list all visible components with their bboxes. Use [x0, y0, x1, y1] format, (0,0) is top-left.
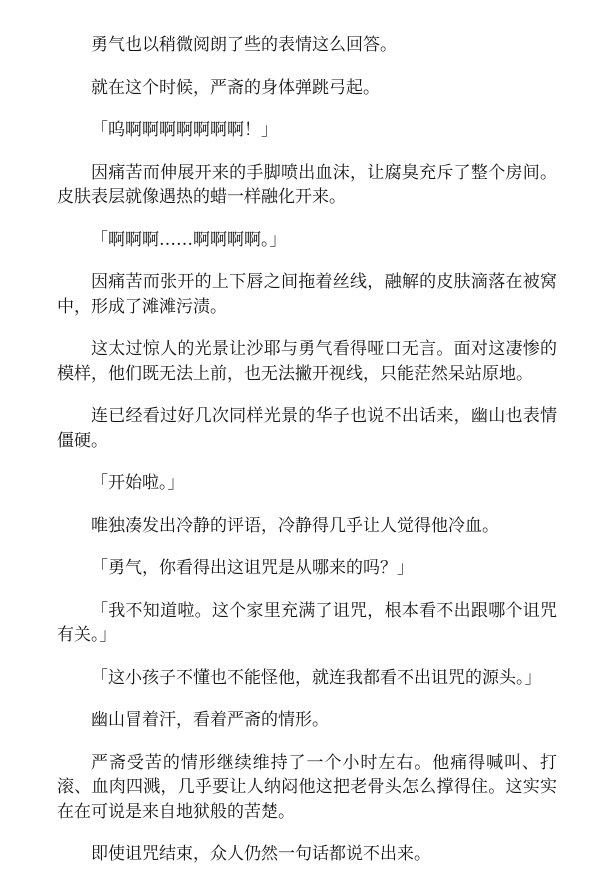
dialogue-paragraph: 「啊啊啊……啊啊啊啊。」 — [91, 229, 287, 250]
paragraph: 唯独凑发出冷静的评语，冷静得几乎让人觉得他冷血。 — [91, 515, 499, 536]
paragraph: 就在这个时候，严斋的身体弹跳弓起。 — [91, 77, 380, 98]
paragraph: 严斋受苦的情形继续维持了一个小时左右。他痛得喊叫、打滚、血肉四溅，几乎要让人纳闷他这把老骨头怎么撑得住。这实实在在可说是来自地狱般的苦楚。 — [57, 752, 557, 822]
paragraph: 勇气也以稍微阅朗了些的表情这么回答。 — [91, 35, 397, 55]
paragraph: 因痛苦而张开的上下唇之间拖着丝线，融解的皮肤滴落在被窝中，形成了滩滩污渍。 — [57, 272, 557, 317]
dialogue-paragraph: 「这小孩子不懂也不能怪他，就连我都看不出诅咒的源头。」 — [91, 667, 542, 688]
dialogue-paragraph: 「我不知道啦。这个家里充满了诅咒，根本看不出跟哪个诅咒有关。」 — [57, 600, 557, 645]
dialogue-paragraph: 「开始啦。」 — [91, 473, 185, 493]
dialogue-paragraph: 「呜啊啊啊啊啊啊啊！」 — [91, 120, 278, 140]
paragraph: 幽山冒着汗，看着严斋的情形。 — [91, 710, 329, 730]
paragraph: 这太过惊人的光景让沙耶与勇气看得哑口无言。面对这凄惨的模样，他们既无法上前，也无法撇开视线，只能茫然呆站原地。 — [57, 339, 557, 384]
paragraph: 连已经看过好几次同样光景的华子也说不出话来，幽山也表情僵硬。 — [57, 406, 557, 451]
paragraph: 即使诅咒结束，众人仍然一句话都说不出来。 — [91, 844, 431, 864]
paragraph: 因痛苦而伸展开来的手脚喷出血沫，让腐臭充斥了整个房间。皮肤表层就像遇热的蜡一样融化开来。 — [57, 162, 557, 207]
document-page — [57, 33, 557, 885]
dialogue-paragraph: 「勇气，你看得出这诅咒是从哪来的吗？」 — [91, 558, 414, 578]
